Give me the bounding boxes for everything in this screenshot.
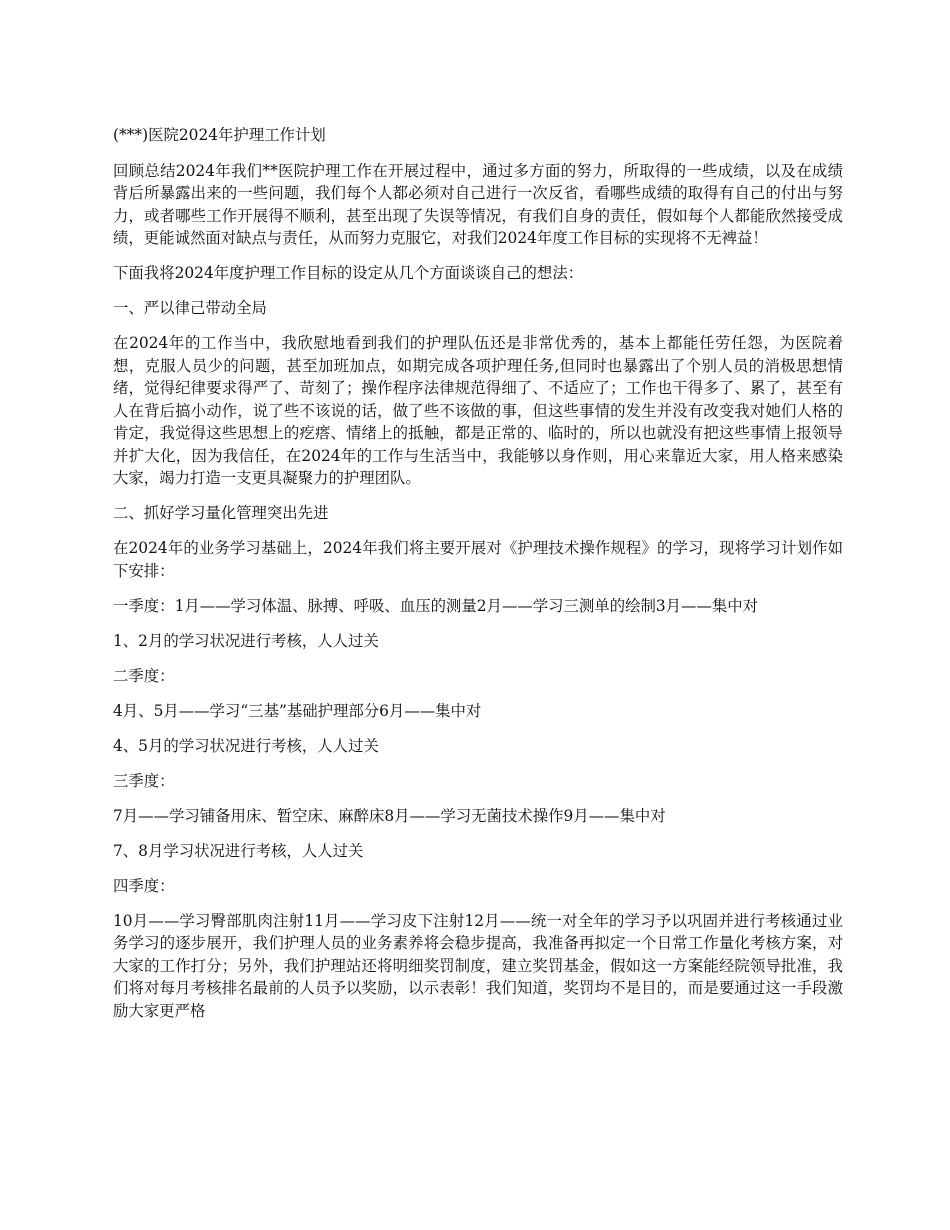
section-heading-1: 一、严以律己带动全局 xyxy=(113,299,267,317)
paragraph-q2-plan: 4月、5月——学习“三基”基础护理部分6月——集中对 xyxy=(113,701,482,720)
paragraph-intro: 回顾总结2024年我们**医院护理工作在开展过程中，通过多方面的努力，所取得的一些成绩，以及在成绩背后所暴露出来的一些问题，我们每个人都必须对自己进行一次反省，看哪些成绩的取得有自己的付出与努力，或者哪些工作开展得不顺利，甚至出现了失误等情况，有我们自身的责任，假如每个人都能欣然接受成绩，更能诚然面对缺点与责任，从而努力克服它，对我们2024年度工作目标的实现将不无裨益！ xyxy=(113,161,843,247)
paragraph-q4-heading: 四季度： xyxy=(113,876,175,895)
paragraph-q4-plan: 10月——学习臀部肌肉注射11月——学习皮下注射12月——统一对全年的学习予以巩固并进行考核通过业务学习的逐步展开，我们护理人员的业务素养将会稳步提高，我准备再拟定一个日常工作量化考核方案，对大家的工作打分；另外，我们护理站还将明细奖罚制度，建立奖罚基金，假如这一方案能经院领导批准，我们将对每月考核排名最前的人员予以奖励，以示表彰！我们知道，奖罚均不是目的，而是要通过这一手段激励大家更严格 xyxy=(113,911,843,1020)
paragraph-q3-heading: 三季度： xyxy=(113,771,175,790)
paragraph-q2-heading: 二季度： xyxy=(113,666,175,685)
paragraph-lead-in: 下面我将2024年度护理工作目标的设定从几个方面谈谈自己的想法： xyxy=(113,264,584,282)
document-body xyxy=(113,124,843,1035)
document-title: (***)医院2024年护理工作计划 xyxy=(113,126,326,144)
paragraph-study-plan: 在2024年的业务学习基础上，2024年我们将主要开展对《护理技术操作规程》的学习，现将学习计划作如下安排： xyxy=(113,539,843,580)
paragraph-section-1: 在2024年的工作当中，我欣慰地看到我们的护理队伍还是非常优秀的，基本上都能任劳任怨，为医院着想，克服人员少的问题，甚至加班加点，如期完成各项护理任务,但同时也暴露出了个别人员的消极思想情绪，觉得纪律要求得严了、苛刻了；操作程序法律规范得细了、不适应了；工作也干得多了、累了，甚至有人在背后搞小动作，说了些不该说的话，做了些不该做的事，但这些事情的发生并没有改变我对她们人格的肯定，我觉得这些思想上的疙瘩、情绪上的抵触，都是正常的、临时的，所以也就没有把这些事情上报领导并扩大化，因为我信任，在2024年的工作与生活当中，我能够以身作则，用心来靠近大家，用人格来感染大家，竭力打造一支更具凝聚力的护理团队。 xyxy=(113,334,843,487)
paragraph-q3-plan: 7月——学习铺备用床、暂空床、麻醉床8月——学习无菌技术操作9月——集中对 xyxy=(113,806,666,825)
paragraph-q1-plan: 一季度：1月——学习体温、脉搏、呼吸、血压的测量2月——学习三测单的绘制3月——集中对 xyxy=(113,596,759,615)
paragraph-q3-assessment: 7、8月学习状况进行考核，人人过关 xyxy=(113,841,364,860)
paragraph-q1-assessment: 1、2月的学习状况进行考核，人人过关 xyxy=(113,631,379,650)
section-heading-2: 二、抓好学习量化管理突出先进 xyxy=(113,504,329,522)
paragraph-q2-assessment: 4、5月的学习状况进行考核，人人过关 xyxy=(113,736,379,755)
